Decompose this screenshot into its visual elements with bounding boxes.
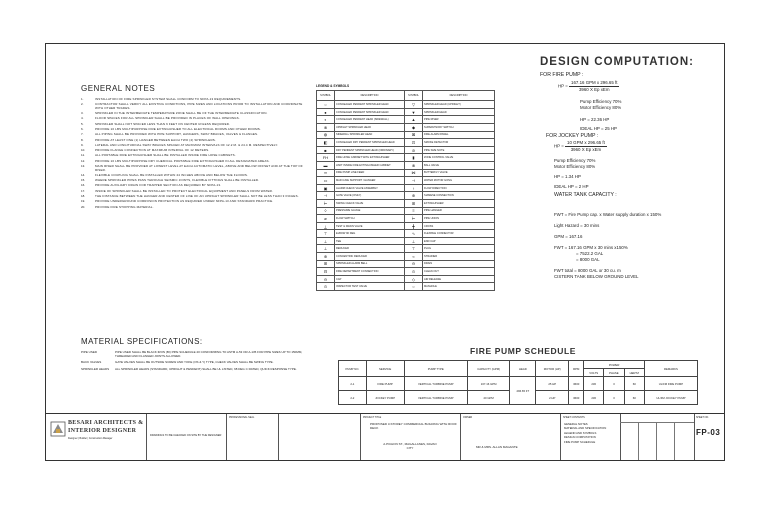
legend-symbol-icon: ∿ xyxy=(405,230,423,238)
schedule-cell: 20 GPM xyxy=(467,391,509,405)
general-notes xyxy=(81,84,303,211)
legend-row xyxy=(317,146,495,154)
schedule-cell: UL/FM JOCKEY PUMP xyxy=(644,391,697,405)
legend-row xyxy=(317,154,495,162)
legend-description: PLUG xyxy=(423,245,495,253)
schedule-header-mark: PUMP NO. xyxy=(339,361,367,377)
legend-description: BUTTERFLY VALVE xyxy=(423,169,495,177)
legend-symbol-icon: ⊤ xyxy=(405,245,423,253)
legend-description: PRESSURE GAUGE xyxy=(335,207,405,215)
material-value: ALL SPRINKLER HEADS (STANDARD, UPRIGHT & PENDENT) SHALL BE UL LISTED, 68 DEG C RATED, QUICK RESPONSE TYPE. xyxy=(115,366,297,371)
sheet-number: FP-03 xyxy=(696,428,721,437)
schedule-cell: FIRE PUMP xyxy=(366,377,404,391)
legend-row xyxy=(317,207,495,215)
fire-pump-schedule xyxy=(338,346,708,405)
note-item xyxy=(81,200,303,204)
legend-symbol-icon: ⊖ xyxy=(317,275,335,283)
note-number: 1. xyxy=(81,97,84,101)
motor-efficiency: Motor Efficiency 80% xyxy=(580,105,622,110)
fwt-calculation: FWT = 167.16 GPM x 30 mins x150% xyxy=(554,245,628,250)
legend-symbol-icon: ◍ xyxy=(317,131,335,139)
note-item xyxy=(81,139,303,143)
legend-row xyxy=(317,245,495,253)
note-item xyxy=(81,117,303,121)
material-key: SPRINKLER HEADS xyxy=(81,366,110,371)
legend-row xyxy=(317,283,495,291)
firm-tagline: Designer | Builder | Construction Manager xyxy=(68,437,113,440)
legend-row xyxy=(317,108,495,116)
legend-description: SMOKE DETECTOR xyxy=(423,139,495,147)
jockey-motor-efficiency: Motor Efficiency 80% xyxy=(554,164,596,169)
note-item xyxy=(81,165,303,172)
general-notes-heading: GENERAL NOTES xyxy=(81,84,156,93)
note-text: PROVIDE UNDERGROUND CORROSION PROTECTION AS REQUIRED UNDER NFPA-13 AND STANDARD PRACTICE. xyxy=(95,199,274,204)
legend-row xyxy=(317,116,495,124)
sheet-contents: GENERAL NOTES MATERIAL AND SPECIFICATION LEGEND AND SYMBOLS DESIGN COMPUTATION FIRE PUMP SCHEDULE xyxy=(564,422,607,444)
legend-description: END CAP xyxy=(423,237,495,245)
note-number: 12. xyxy=(81,158,86,163)
legend-description: CONCENTRIC REDUCER xyxy=(335,253,405,261)
material-heading: MATERIAL SPECIFICATIONS: xyxy=(81,337,203,346)
legend-description: FLOW DIRECTION xyxy=(423,184,495,192)
material-key: PIPE USED xyxy=(81,350,98,354)
legend-description: FLEXIBLE CONNECTOR xyxy=(423,230,495,238)
legend-symbol-icon: ⌀ xyxy=(317,215,335,223)
legend-row xyxy=(317,215,495,223)
note-item xyxy=(81,103,303,110)
note-number: 8. xyxy=(81,137,84,142)
schedule-cell-head: 296.65 FT xyxy=(510,377,536,405)
legend-symbol-icon: ◧ xyxy=(317,139,335,147)
project-block xyxy=(360,414,461,460)
jockey-pump-label: FOR JOCKEY PUMP : xyxy=(546,133,599,139)
legend-description: PIPE RISER xyxy=(423,116,495,124)
schedule-cell: 60 xyxy=(624,391,644,405)
sheet-contents-block xyxy=(560,414,621,460)
firm-name-line2: INTERIOR DESIGNER xyxy=(68,428,137,434)
legend-description: SWING CHECK VALVE xyxy=(335,199,405,207)
legend-symbol-icon: ⊥ xyxy=(317,245,335,253)
ideal-hp: IDEAL HP = 25 HP xyxy=(580,126,617,131)
schedule-header-power: POWER xyxy=(584,361,645,369)
fire-pump-numerator: 167.16 GPM x 296.65 ft xyxy=(571,80,618,85)
design-computation: DESIGN COMPUTATION: FOR FIRE PUMP : HP = $\frac{\text{167.16 GPM x 296.65 ft}}{\text{3960 X Ep xEm}}$ Pump Efficiency 70% Motor Efficiency 80% HP = 22.36 HP IDEAL HP = 25 HP FOR JOCKEY PUMP : HP = $\frac{\text{10 GPM x 296.65 ft}}{\text{3960 X Ep xEm}}$ Pump Efficiency 70% Motor Efficiency 80% HP = 1.34 HP IDEAL HP = 2 HP WATER TANK CAPACITY : FWT = Fire Pump cap. x Water supply duration x 150% Light Hazard = 30 mins GPM = 167.16 FWT = 167.16 GPM x 30 mins x150% = 7522.2 GAL = 8000 GAL FWT total = 8000 GAL or 30 cu. m CISTERN TANK BELOW GROUND LEVEL xyxy=(540,56,720,280)
jockey-denominator: 3960 X Ep xEm xyxy=(570,147,602,152)
legend-row xyxy=(317,139,495,147)
note-number: 18. xyxy=(81,193,86,198)
note-text: PROVIDE AT LEAST ONE (1) HANGER BETWEEN EACH TWO (2) SPRINKLERS. xyxy=(95,137,216,142)
legend-row xyxy=(317,199,495,207)
note-text: FLOOR SPACES FOR ALL SPRINKLER SHALL BE PROVIDED IN PLACES OF WALL OPENINGS. xyxy=(95,116,240,121)
jockey-numerator: 10 GPM x 296.65 ft xyxy=(567,140,605,145)
material-item xyxy=(81,361,303,365)
firm-note-block xyxy=(146,414,227,460)
legend-symbol-icon: ⊕ xyxy=(317,253,335,261)
light-hazard: Light Hazard = 30 mins xyxy=(554,223,600,228)
legend-symbol-icon: ⊞ xyxy=(317,260,335,268)
note-number: 5. xyxy=(81,121,84,126)
legend-symbol-icon: ⊥ xyxy=(317,237,335,245)
schedule-cell: 3600 xyxy=(569,391,584,405)
legend-symbol-icon: ⊤ xyxy=(317,230,335,238)
legend-row xyxy=(317,123,495,131)
legend-symbol-icon: ⊗ xyxy=(405,161,423,169)
legend-description: SPRINKLER HEAD (UPRIGHT) xyxy=(423,101,495,109)
note-number: 2. xyxy=(81,102,84,107)
note-item xyxy=(81,144,303,148)
legend-symbol-icon: ≡ xyxy=(405,207,423,215)
legend-header-symbol: SYMBOL xyxy=(317,91,335,101)
schedule-header-service: SERVICE xyxy=(366,361,404,377)
schedule-header-capacity: CAPACITY (GPM) xyxy=(467,361,509,377)
legend-description: ZONE CONTROL VALVE xyxy=(423,154,495,162)
legend-row xyxy=(317,184,495,192)
schedule-header-rpm: RPM xyxy=(569,361,584,377)
note-number: 9. xyxy=(81,142,84,147)
project-label: PROJECT TITLE xyxy=(363,416,382,419)
note-item xyxy=(81,179,303,183)
note-text: MAIN RISER SHALL BE PROVIDED AT LOWEST LEVEL AT EACH AUTOMATIC LEVEL, ABOVE AND BELOW OFFSET AND AT THE TOP OF RISER. xyxy=(95,163,303,172)
firm-block xyxy=(46,414,147,460)
legend-description: CROSS xyxy=(423,222,495,230)
legend-row xyxy=(317,161,495,169)
note-number: 11. xyxy=(81,153,85,158)
legend-row xyxy=(317,192,495,200)
schedule-cell: JOCKEY PUMP xyxy=(366,391,404,405)
note-item xyxy=(81,98,303,102)
legend-symbol-icon: ⊣ xyxy=(405,177,423,185)
legend-row xyxy=(317,275,495,283)
sheet-contents-label: SHEET CONTENTS xyxy=(563,416,585,419)
legend-description: PIPE SIZE NOTE xyxy=(423,146,495,154)
legend-description: FIRE HOSE CABINET WITH EXTINGUISHER xyxy=(335,154,405,162)
note-item xyxy=(81,206,303,210)
legend-symbol-icon: ◊ xyxy=(317,207,335,215)
legend-description: SIAMESE CONNECTION xyxy=(423,192,495,200)
note-number: 14. xyxy=(81,172,86,177)
gpm-value: GPM = 167.16 xyxy=(554,234,583,239)
legend-header-symbol: SYMBOL xyxy=(405,91,423,101)
legend-symbol-icon: ▮ xyxy=(405,154,423,162)
note-item xyxy=(81,195,303,199)
firm-note: DRAWINGS TO BE CHECKED ON SITE BY THE DESIGNER xyxy=(150,434,222,437)
material-specifications xyxy=(81,337,303,374)
legend-description: DRY PENDENT SPRINKLER HEAD (ORDINARY) xyxy=(335,146,405,154)
legend-symbol-icon: ⊙ xyxy=(405,268,423,276)
schedule-header-type: PUMP TYPE xyxy=(404,361,467,377)
note-item xyxy=(81,160,303,164)
legend-symbol-icon: FH xyxy=(317,154,335,162)
legend-description: CLEAN OUT xyxy=(423,268,495,276)
legend-description: FIRE PUMP LINE FEED xyxy=(335,169,405,177)
legend-title: LEGEND & SYMBOLS xyxy=(316,84,350,88)
blank-block xyxy=(278,414,361,460)
notes-list xyxy=(81,98,303,209)
hp-label: HP xyxy=(558,83,565,89)
owner-label: OWNER xyxy=(463,416,473,419)
jockey-ideal-hp: IDEAL HP = 2 HP xyxy=(554,184,589,189)
title-block xyxy=(46,413,724,461)
legend-symbol-icon: ⊟ xyxy=(317,268,335,276)
legend-row xyxy=(317,268,495,276)
material-value: PIPE USED SHALL BE BLACK IRON (BI) PIPE SCHEDULE 40 CONFORMING TO ASTM A-53 OR A-135 FOR PIPE SIZES UP TO 150MM, THREADED AND FLANGED JOINTS ALLOWED. xyxy=(115,350,303,358)
note-number: 16. xyxy=(81,183,86,188)
legend-description: GATE VALVE (OS&Y) xyxy=(335,192,405,200)
schedule-cell: 230 xyxy=(584,377,604,391)
note-text: INSTALLATION OF FIRE SPRINKLER SYSTEM SHALL CONFORM TO NFPA-13 REQUIREMENTS. xyxy=(95,97,242,101)
fwt-total: FWT total = 8000 GAL or 30 cu. m xyxy=(554,268,621,273)
legend-description: AIR RELEASE xyxy=(423,275,495,283)
note-text: FLEXIBLE COUPLING SHALL BE INSTALLED WITHIN 24 INCHES ABOVE AND BELOW THE FLOORS. xyxy=(95,172,248,177)
legend-header-description: DESCRIPTION xyxy=(335,91,405,101)
legend-symbol-icon: ⊢ xyxy=(405,215,423,223)
material-value: GATE VALVES SHALL BE OUTSIDE SCREW AND YOKE (OS & Y) TYPE, CHECK VALVES SHALL BE SWING TYPE. xyxy=(115,360,274,365)
fwt-formula: FWT = Fire Pump cap. x Water supply duration x 150% xyxy=(554,212,662,217)
note-item xyxy=(81,123,303,127)
legend-description: SPRINKLER ALARM BELL xyxy=(335,260,405,268)
legend-description: SIDEWALL SPRINKLER HEAD xyxy=(335,131,405,139)
fire-pump-formula xyxy=(569,80,619,93)
legend-description: LIMIT INSIDE FIRE EXTINGUISHER CABINET xyxy=(335,161,405,169)
schedule-cell: 167.16 GPM xyxy=(467,377,509,391)
legend-symbol-icon: ● xyxy=(317,108,335,116)
legend-symbol-icon: ⊘ xyxy=(405,146,423,154)
note-text: INSIDE OF SPRINKLER SHALL BE INSTALLED TO PROTECT ELECTRICAL EQUIPMENT AND PANELS FROM WATER. xyxy=(95,188,273,193)
schedule-cell: 60 xyxy=(624,377,644,391)
legend-description: PIPE UNION xyxy=(423,215,495,223)
legend-row xyxy=(317,237,495,245)
legend-symbol-icon: ⊖ xyxy=(405,260,423,268)
note-number: 15. xyxy=(81,178,86,183)
fire-pump-label: FOR FIRE PUMP : xyxy=(540,72,584,78)
legend-description: ELBOW 90 DEG xyxy=(335,230,405,238)
sheet-number-block xyxy=(694,414,724,460)
legend-symbol-icon: ≈ xyxy=(405,253,423,261)
hp-result: HP = 22.36 HP xyxy=(580,117,610,122)
legend-symbol-icon: ═ xyxy=(317,169,335,177)
legend-symbol-icon: ■ xyxy=(317,146,335,154)
gallons-rounded: = 8000 GAL xyxy=(576,257,600,262)
legend-symbol-icon: ↑ xyxy=(405,184,423,192)
legend-symbol-icon: ⊕ xyxy=(405,192,423,200)
schedule-header-hertz: HERTZ xyxy=(624,369,644,377)
material-key: BACK VALVES xyxy=(81,360,102,365)
legend-row xyxy=(317,169,495,177)
legend-header-description: DESCRIPTION xyxy=(423,91,495,101)
note-number: 10. xyxy=(81,148,86,153)
sheet-number-label: SHEET NO. xyxy=(696,416,709,419)
tank-label: WATER TANK CAPACITY : xyxy=(554,192,617,198)
note-text: PROVIDE 10 LBS MULTIPURPOSE DRY CHEMICAL PORTABLE FIRE EXTINGUISHER IN ALL DESIGNATED AREAS. xyxy=(95,158,270,163)
drawing-sheet xyxy=(45,43,725,461)
project-location: A.PICHON ST., MAGALLANES, DAVAO CITY xyxy=(383,442,437,451)
schedule-cell: 3 xyxy=(604,391,625,405)
pump-efficiency: Pump Efficiency 70% xyxy=(580,99,622,104)
schedule-header-remarks: REMARKS xyxy=(644,361,697,377)
legend-symbol-icon: ▣ xyxy=(317,184,335,192)
note-number: 6. xyxy=(81,127,84,131)
schedule-cell: VERTICAL TURBINE PUMP xyxy=(404,391,467,405)
note-text: LATERAL AND LONGITUDINAL SWAY BRACES SPACED AT MAXIMUM INTERVALS OF 12.2 M. & 24.4 M. RESPECTIVELY. xyxy=(95,142,279,147)
schedule-cell: UL/FM FIRE PUMP xyxy=(644,377,697,391)
note-item xyxy=(81,190,303,194)
note-number: 19. xyxy=(81,199,86,204)
legend-symbol-icon: ⊢ xyxy=(317,199,335,207)
legend-symbol-icon: ⊠ xyxy=(405,131,423,139)
legend-symbol-icon: ○ xyxy=(405,283,423,291)
fire-pump-denominator: 3960 X Ep xEm xyxy=(578,87,610,92)
schedule-title: FIRE PUMP SCHEDULE xyxy=(469,346,577,356)
legend-symbol-icon: ⊞ xyxy=(405,199,423,207)
schedule-header-phase: PHASE xyxy=(604,369,625,377)
legend-description: DRAIN xyxy=(423,260,495,268)
legend-symbol-icon: ▭ xyxy=(317,177,335,185)
legend-description: FIRE DEPARTMENT CONNECTION xyxy=(335,268,405,276)
schedule-cell: 25 HP xyxy=(536,377,569,391)
legend-description: CONCEALED DRY PENDENT SPRINKLER HEAD xyxy=(335,139,405,147)
note-text: SPRINKLER SHALL NOT SPACED LESS THAN 6 FEET ON CENTER UNLESS REQUIRED. xyxy=(95,121,231,126)
legend-symbol-icon: ○ xyxy=(317,101,335,109)
legend-symbol-icon: ⊙ xyxy=(317,283,335,291)
note-item xyxy=(81,174,303,178)
hp-label: HP xyxy=(554,143,561,149)
legend-row xyxy=(317,260,495,268)
cistern-note: CISTERN TANK BELOW GROUND LEVEL xyxy=(554,274,639,279)
project-title: PROPOSED 3-STOREY COMMERCIAL BUILDING WITH ROOF DECK xyxy=(370,422,457,431)
schedule-cell: 2 HP xyxy=(536,391,569,405)
note-text: PROVIDE AUXILIARY DRAIN FOR TRAPPED SECTION AS REQUIRED BY NFPA-13. xyxy=(95,183,222,188)
note-item xyxy=(81,112,303,116)
legend-description: TEE xyxy=(335,237,405,245)
professional-seal-label: PROFESSIONAL SEAL xyxy=(229,416,255,419)
note-number: 20. xyxy=(81,204,86,209)
note-item xyxy=(81,128,303,132)
note-text: PROVIDE FIRE STOPPING MATERIAL. xyxy=(95,204,154,209)
revision-block xyxy=(620,414,695,460)
note-text: ALL PORTABLE FIRE EXTINGUISHER SHALL BE INSTALLED INSIDE FIRE HOSE CABINETS. xyxy=(95,153,236,158)
firm-logo-icon xyxy=(50,421,66,437)
legend-symbol-icon: ⊡ xyxy=(405,139,423,147)
legend-description: CONCEALED PENDENT SPRINKLER HEAD xyxy=(335,108,405,116)
note-text: THE DISTANCE BETWEEN THE HANGER AND CENTER OF LINE OF AN UPRIGHT SPRINKLER SHALL NOT BE LESS THAN 3 INCHES. xyxy=(95,193,299,198)
schedule-header-head: HEAD xyxy=(510,361,536,377)
legend-symbol-icon: ⋈ xyxy=(405,169,423,177)
legend-description: WATER MOTOR GONG xyxy=(423,177,495,185)
note-number: 3. xyxy=(81,111,84,116)
note-number: 13. xyxy=(81,163,86,168)
schedule-row xyxy=(339,377,698,391)
legend-description: STRAINER xyxy=(423,253,495,261)
legend-description: CONCEALED PENDENT SPRINKLER HEAD xyxy=(335,101,405,109)
legend-description: FIRE ALARM PANEL xyxy=(423,131,495,139)
material-item xyxy=(81,368,303,372)
legend-row xyxy=(317,230,495,238)
schedule-cell: 2-1 xyxy=(339,377,367,391)
note-number: 7. xyxy=(81,132,84,137)
jockey-hp: HP = 1.34 HP xyxy=(554,174,581,179)
legend-symbol-icon: ▽ xyxy=(405,101,423,109)
legend-symbol-icon: ⊗ xyxy=(317,123,335,131)
legend-symbol-icon: ◆ xyxy=(405,123,423,131)
legend-symbol-icon: ▼ xyxy=(405,108,423,116)
note-number: 17. xyxy=(81,188,86,193)
legend-row xyxy=(317,222,495,230)
legend-description: SPRINKLER HEAD xyxy=(423,108,495,116)
legend-description: MANHOLE xyxy=(423,283,495,291)
schedule-cell: 3600 xyxy=(569,377,584,391)
note-text: WHERE SPRINKLER PIPES PASS THROUGH SEISMIC JOINTS, FLEXIBLE FITTINGS SHALL BE INSTALLED. xyxy=(95,178,260,183)
legend-symbol-icon: ⊥ xyxy=(405,237,423,245)
legend-table xyxy=(316,90,495,291)
legend-description: CAP xyxy=(335,275,405,283)
gallons-computed: = 7522.2 GAL xyxy=(576,251,604,256)
schedule-header-volts: VOLTS xyxy=(584,369,604,377)
legend-symbol-icon: ⊣ xyxy=(317,192,335,200)
note-item xyxy=(81,184,303,188)
schedule-cell: 230 xyxy=(584,391,604,405)
legend-symbol-icon: ╋ xyxy=(405,222,423,230)
legend-row xyxy=(317,101,495,109)
schedule-table xyxy=(338,360,698,405)
material-list xyxy=(81,351,303,371)
note-item xyxy=(81,133,303,137)
legend-description: CONCEALED PENDENT HEAD (SIDEWALL) xyxy=(335,116,405,124)
legend-symbol-icon: ◇ xyxy=(405,275,423,283)
legend-symbol-icon: ▲ xyxy=(405,116,423,124)
legend-description: SUPERVISORY SWITCH xyxy=(423,123,495,131)
note-text: ALL PIPING SHALL BE PROVIDED WITH PIPE SUPPORT, HANGERS, SWAY BRACES, VALVES & FLANGES. xyxy=(95,132,259,137)
note-text: PROVIDE 10 LBS MULTIPURPOSE FIRE EXTINGUISHER TO ALL ELECTRICAL ROOMS AND OTHER ROOMS. xyxy=(95,127,261,131)
note-item xyxy=(81,154,303,158)
legend-description: ALARM CHECK VALVE ASSEMBLY xyxy=(335,184,405,192)
legend-description: PIPE HANGER xyxy=(423,207,495,215)
note-text: PROVIDE FLANGE CONNECTION AT MAXIMUM INTERVAL OF 12 METERS. xyxy=(95,148,210,153)
schedule-header-motor: MOTOR (HP) xyxy=(536,361,569,377)
note-item xyxy=(81,149,303,153)
legend-section xyxy=(316,84,494,291)
jockey-pump-formula xyxy=(565,140,607,153)
legend-symbol-icon: ◐ xyxy=(317,116,335,124)
schedule-cell: 2-2 xyxy=(339,391,367,405)
legend-description: BALL VALVE xyxy=(423,161,495,169)
professional-seal-block xyxy=(226,414,279,460)
owner-name: MR & MRS. ALLAN MAGANTE xyxy=(476,445,518,449)
note-text: SPRINKLER IN THE INTERMEDIATE TEMPERATURE ZONE SHALL BE OF THE INTERMEDIATE CLASSIFICATION. xyxy=(95,111,268,116)
legend-row xyxy=(317,177,495,185)
legend-description: REDUCER xyxy=(335,245,405,253)
note-number: 4. xyxy=(81,116,84,121)
legend-row xyxy=(317,131,495,139)
legend-symbol-icon: ▬ xyxy=(317,161,335,169)
material-item xyxy=(81,351,303,358)
legend-description: INSPECTOR TEST VALVE xyxy=(335,283,405,291)
note-text: CONTRACTOR SHALL VERIFY ALL EXISTING CONDITIONS, PIPE SIZES AND LOCATIONS PRIOR TO INSTALLATION AND COORDINATE WITH OTHER TRADES. xyxy=(95,102,303,110)
legend-description: EXTINGUISHER xyxy=(423,199,495,207)
legend-description: UPRIGHT SPRINKLER HEAD xyxy=(335,123,405,131)
jockey-pump-efficiency: Pump Efficiency 70% xyxy=(554,158,596,163)
owner-block xyxy=(460,414,561,460)
legend-row xyxy=(317,253,495,261)
legend-description: TEST & DRAIN VALVE xyxy=(335,222,405,230)
legend-symbol-icon: ⟂ xyxy=(317,222,335,230)
computation-title: DESIGN COMPUTATION: xyxy=(540,56,695,68)
schedule-cell: VERTICAL TURBINE PUMP xyxy=(404,377,467,391)
legend-description: MAIN LINE SUPPORT / HANGER xyxy=(335,177,405,185)
firm-name-line1: BESARI ARCHITECTS & xyxy=(68,420,144,426)
legend-description: FLOW SWITCH xyxy=(335,215,405,223)
schedule-cell: 3 xyxy=(604,377,625,391)
